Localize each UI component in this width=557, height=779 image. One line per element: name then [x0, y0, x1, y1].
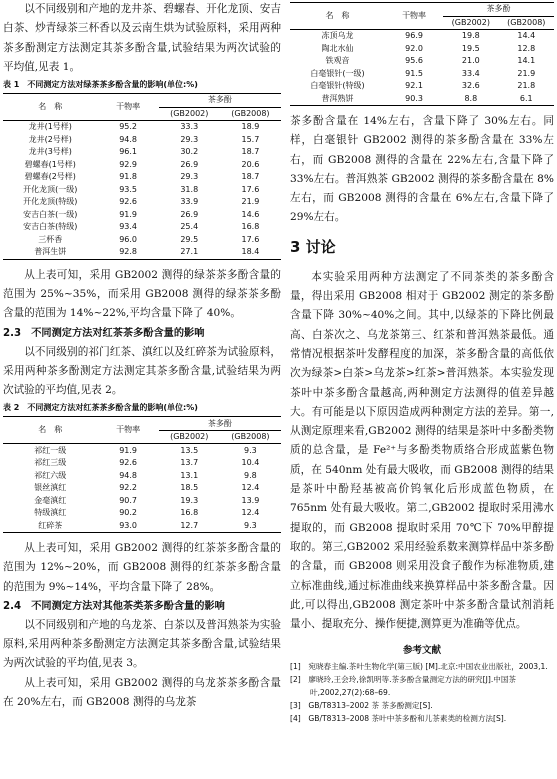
- table1-col-name: 名 称: [3, 94, 98, 121]
- cell-gb2008: 12.4: [241, 508, 260, 518]
- table1-body: [3, 121, 281, 260]
- heading-2-4: 2.4 不同测定方法对其他茶类茶多酚含量的影响: [3, 600, 225, 612]
- cell-gb2002: 33.9: [180, 197, 199, 207]
- cell-gb2008: 14.4: [517, 31, 536, 41]
- cell-dry-matter: 90.3: [405, 93, 423, 103]
- table3-col-b: (GB2008): [499, 16, 554, 30]
- cell-name: 龙井(2号样): [28, 134, 72, 144]
- cell-name: 白毫银针(特级): [310, 81, 365, 91]
- cell-gb2008: 12.8: [517, 43, 536, 53]
- cell-gb2002: 25.4: [180, 222, 199, 232]
- cell-gb2002: 26.9: [180, 209, 199, 219]
- table3-row: [290, 30, 554, 43]
- table3-row: [290, 68, 554, 81]
- table1-row: [3, 159, 281, 172]
- cell-name: 白毫银针(一级): [310, 68, 365, 78]
- heading-2-3: 2.3 不同测定方法对红茶茶多酚含量的影响: [3, 327, 205, 339]
- reference-item: [1] 宛晓春主编.茶叶生物化学(第三版) [M].北京:中国农业出版社，2003,1.: [290, 662, 548, 672]
- cell-name: 铁观音: [325, 56, 350, 66]
- cell-name: 红碎茶: [38, 520, 63, 530]
- cell-name: 碧螺春(2号样): [24, 172, 76, 182]
- table2-col-b: (GB2008): [220, 430, 281, 444]
- table2-row: [3, 507, 281, 520]
- cell-gb2008: 14.1: [517, 56, 536, 66]
- cell-name: 龙井(3号样): [28, 147, 72, 157]
- cell-dry-matter: 92.2: [119, 483, 137, 493]
- table1-row: [3, 134, 281, 147]
- table3-row: [290, 93, 554, 106]
- cell-dry-matter: 92.6: [119, 197, 137, 207]
- table1-col-b: (GB2008): [220, 107, 281, 121]
- table3-row: [290, 55, 554, 68]
- cell-gb2008: 21.8: [517, 81, 536, 91]
- cell-gb2002: 21.0: [461, 56, 480, 66]
- cell-gb2002: 12.7: [180, 520, 199, 530]
- cell-name: 安吉白茶(特级): [23, 222, 78, 232]
- cell-gb2002: 19.8: [461, 31, 480, 41]
- cell-dry-matter: 93.0: [119, 520, 137, 530]
- cell-dry-matter: 91.9: [119, 209, 137, 219]
- paragraph-oolong-result: 茶多酚含量在 14%左右，含量下降了 30%左右。同样，白毫银针 GB2002 测得的茶多酚含量在 33%左右，而 GB2008 测得的含量在 22%左右,含量下降了 33%左右。普洱熟茶 GB2002 测得的茶多酚含量在 8%左右，而 GB2008 测得的含量在 6%左右,含量下降了 29%左右。: [290, 115, 554, 224]
- table1-caption: 表 1 不同测定方法对绿茶茶多酚含量的影响(单位:%): [3, 80, 198, 90]
- paragraph-other-intro: 以不同级别和产地的乌龙茶、白茶以及普洱熟茶为实验原料,采用两种茶多酚测定方法测定其茶多酚含量,试验结果为两次试验的平均值,见表 3。: [3, 618, 281, 670]
- cell-dry-matter: 90.7: [119, 495, 137, 505]
- cell-name: 普洱生饼: [34, 247, 67, 257]
- table3-col-dry: 干物率: [385, 3, 443, 30]
- cell-dry-matter: 96.0: [119, 234, 137, 244]
- cell-gb2008: 10.4: [241, 458, 260, 468]
- cell-dry-matter: 93.4: [119, 222, 137, 232]
- references-list: [290, 660, 554, 725]
- table2-caption: 表 2 不同测定方法对红茶茶多酚含量的影响(单位:%): [3, 403, 198, 413]
- paragraph-green-result: 从上表可知，采用 GB2002 测得的绿茶茶多酚含量的范围为 25%~35%，而采用 GB2008 测得的绿茶茶多酚含量的范围为 14%~22%,平均含量下降了 40%。: [3, 268, 281, 320]
- cell-dry-matter: 93.5: [119, 184, 137, 194]
- table2-col-group: 茶多酚: [159, 417, 281, 431]
- cell-gb2002: 30.2: [180, 147, 199, 157]
- paragraph-black-intro: 以不同级别的祁门红茶、滇红以及红碎茶为试验原料，采用两种茶多酚测定方法测定其茶多酚含量,试验结果为两次试验的平均值,见表 2。: [3, 345, 281, 397]
- table2-row: [3, 519, 281, 532]
- table2-body: [3, 444, 281, 533]
- cell-name: 开化龙顶(特级): [23, 197, 78, 207]
- cell-dry-matter: 96.1: [119, 147, 137, 157]
- cell-gb2002: 26.9: [180, 159, 199, 169]
- table1-row: [3, 184, 281, 197]
- left-column: [3, 0, 281, 712]
- table1-row: [3, 171, 281, 184]
- heading-discussion: 3 讨论: [290, 237, 336, 256]
- references-title: 参考文献: [402, 645, 441, 657]
- cell-name: 祁红六级: [34, 470, 67, 480]
- table2-row: [3, 482, 281, 495]
- cell-gb2002: 8.8: [464, 93, 478, 103]
- cell-gb2008: 17.6: [241, 184, 260, 194]
- cell-gb2008: 15.7: [241, 134, 260, 144]
- cell-name: 碧螺春(1号样): [24, 159, 76, 169]
- table1-row: [3, 196, 281, 209]
- cell-dry-matter: 90.2: [119, 508, 137, 518]
- cell-gb2008: 17.6: [241, 234, 260, 244]
- intro-paragraph: 以不同级别和产地的龙井茶、碧螺春、开化龙顶、安吉白茶、炒青绿茶三杯香以及云南生烘为试验原料，采用两种茶多酚测定方法测定其茶多酚含量,试验结果为两次试验的平均值,见表 1。: [3, 3, 281, 73]
- cell-gb2008: 9.3: [244, 520, 257, 530]
- cell-gb2008: 9.8: [244, 470, 257, 480]
- table3: [290, 2, 554, 106]
- cell-dry-matter: 92.8: [119, 247, 137, 257]
- cell-name: 银丝滇红: [34, 483, 67, 493]
- table1-col-group: 茶多酚: [159, 94, 281, 108]
- table1-row: [3, 146, 281, 159]
- cell-name: 普洱熟饼: [321, 93, 354, 103]
- cell-gb2008: 6.1: [519, 93, 533, 103]
- cell-dry-matter: 91.8: [119, 172, 137, 182]
- cell-gb2008: 9.3: [244, 445, 257, 455]
- table3-col-group: 茶多酚: [443, 3, 554, 17]
- cell-gb2008: 18.7: [241, 172, 260, 182]
- table1-row: [3, 121, 281, 134]
- paragraph-other-result: 从上表可知，采用 GB2002 测得的乌龙茶茶多酚含量在 20%左右，而 GB2008 测得的乌龙茶: [3, 676, 281, 709]
- table2-row: [3, 457, 281, 470]
- cell-dry-matter: 95.6: [405, 56, 423, 66]
- table3-body: [290, 30, 554, 106]
- cell-gb2008: 12.4: [241, 483, 260, 493]
- reference-item: [3] GB/T8313–2002 茶 茶多酚测定[S].: [290, 701, 433, 711]
- cell-dry-matter: 95.2: [119, 122, 137, 132]
- right-column: [290, 0, 554, 725]
- table2-row: [3, 469, 281, 482]
- cell-gb2002: 33.3: [180, 122, 199, 132]
- cell-gb2002: 18.5: [180, 483, 199, 493]
- table3-row: [290, 80, 554, 93]
- table1-col-a: (GB2002): [159, 107, 220, 121]
- cell-gb2002: 19.3: [180, 495, 199, 505]
- cell-gb2002: 29.5: [180, 234, 199, 244]
- table3-col-name: 名 称: [290, 3, 385, 30]
- cell-gb2008: 18.9: [241, 122, 260, 132]
- table2-row: [3, 494, 281, 507]
- table2-row: [3, 444, 281, 457]
- cell-gb2008: 13.9: [241, 495, 260, 505]
- cell-gb2002: 13.5: [180, 445, 199, 455]
- cell-gb2002: 32.6: [461, 81, 480, 91]
- table1-col-dry: 干物率: [98, 94, 159, 121]
- cell-dry-matter: 94.8: [119, 470, 137, 480]
- table3-row: [290, 43, 554, 56]
- cell-name: 祁红一级: [34, 445, 67, 455]
- cell-dry-matter: 91.9: [119, 445, 137, 455]
- cell-name: 龙井(1号样): [28, 122, 72, 132]
- cell-name: 金毫滇红: [34, 495, 67, 505]
- cell-dry-matter: 91.5: [405, 68, 423, 78]
- cell-name: 开化龙顶(一级): [23, 184, 78, 194]
- cell-gb2002: 16.8: [180, 508, 199, 518]
- table3-col-a: (GB2002): [443, 16, 498, 30]
- cell-gb2008: 18.7: [241, 147, 260, 157]
- cell-gb2002: 29.3: [180, 172, 199, 182]
- cell-name: 特级滇红: [34, 508, 67, 518]
- cell-name: 安吉白茶(一级): [23, 209, 78, 219]
- cell-dry-matter: 92.6: [119, 458, 137, 468]
- cell-gb2002: 29.3: [180, 134, 199, 144]
- cell-dry-matter: 92.0: [405, 43, 423, 53]
- cell-gb2002: 33.4: [461, 68, 480, 78]
- cell-gb2008: 20.6: [241, 159, 260, 169]
- table1-row: [3, 246, 281, 259]
- cell-gb2002: 13.1: [180, 470, 199, 480]
- cell-name: 冻顶乌龙: [321, 31, 354, 41]
- cell-gb2008: 21.9: [241, 197, 260, 207]
- cell-dry-matter: 96.9: [405, 31, 423, 41]
- cell-dry-matter: 92.9: [119, 159, 137, 169]
- cell-gb2002: 31.8: [180, 184, 199, 194]
- table1-row: [3, 221, 281, 234]
- reference-item: [2] 廖晓玲,王会玲,徐凯明等.茶多酚含量测定方法的研究[J].中国茶叶,2002,27(2):68–69.: [290, 675, 517, 698]
- cell-name: 祁红三级: [34, 458, 67, 468]
- table1: [3, 93, 281, 260]
- cell-gb2002: 13.7: [180, 458, 199, 468]
- cell-gb2002: 27.1: [180, 247, 199, 257]
- cell-dry-matter: 92.1: [405, 81, 423, 91]
- table1-row: [3, 234, 281, 247]
- cell-gb2008: 14.6: [241, 209, 260, 219]
- cell-name: 三杯香: [38, 234, 63, 244]
- reference-item: [4] GB/T8313–2008 茶叶中茶多酚和儿茶素类的检测方法[S].: [290, 714, 507, 724]
- cell-gb2008: 16.8: [241, 222, 260, 232]
- cell-gb2008: 21.9: [517, 68, 536, 78]
- table2-col-dry: 干物率: [98, 417, 159, 444]
- cell-name: 陶北水仙: [321, 43, 354, 53]
- cell-dry-matter: 94.8: [119, 134, 137, 144]
- table2-col-a: (GB2002): [159, 430, 220, 444]
- cell-gb2008: 18.4: [241, 247, 260, 257]
- paragraph-discussion: 本实验采用两种方法测定了不同茶类的茶多酚含量，得出采用 GB2008 相对于 GB2002 测定的茶多酚含量下降 30%~40%之间。其中,以绿茶的下降比例最高、白茶次之、乌龙茶第三、红茶和普洱熟茶最低。通常情况根据茶叶发酵程度的加深，茶多酚含量的高低依次为绿茶>白茶>乌龙茶>红茶>普洱熟茶。本实验发现茶叶中茶多酚含量越高,两种测定方法测得的值差异越大。有可能是以下原因造成两种测定方法的差异。第一,从测定原理来看,GB2002 测得的结果是茶叶中多酚类物质的总含量，是 Fe²⁺与多酚类物质络合形成蓝紫色物质，在 540nm 处有最大吸收，而 GB2008 测得的结果是茶叶中酚羟基被高价钨氧化后形成蓝色物质，在 765nm 处有最大吸收。第二,GB2002 提取时采用沸水提取的，而 GB2008 提取时采用 70℃下 70%甲醇提取的。第三,GB2002 采用经验系数来测算样品中茶多酚的含量，而 GB2008 则采用没食子酸作为标准物质,建立标准曲线,通过标准曲线来换算样品中茶多酚含量。因此,可以得出,GB2008 测定茶叶中茶多酚含量试剂消耗量小、提取充分、操作便捷,测算更为准确等优点。: [290, 270, 554, 631]
- table2-col-name: 名 称: [3, 417, 98, 444]
- paragraph-black-result: 从上表可知，采用 GB2002 测得的红茶茶多酚含量的范围为 12%~20%，而 GB2008 测得的红茶茶多酚含量的范围为 9%~14%，平均含量下降了 28%。: [3, 541, 281, 593]
- table1-row: [3, 209, 281, 222]
- table2: [3, 416, 281, 533]
- cell-gb2002: 19.5: [461, 43, 480, 53]
